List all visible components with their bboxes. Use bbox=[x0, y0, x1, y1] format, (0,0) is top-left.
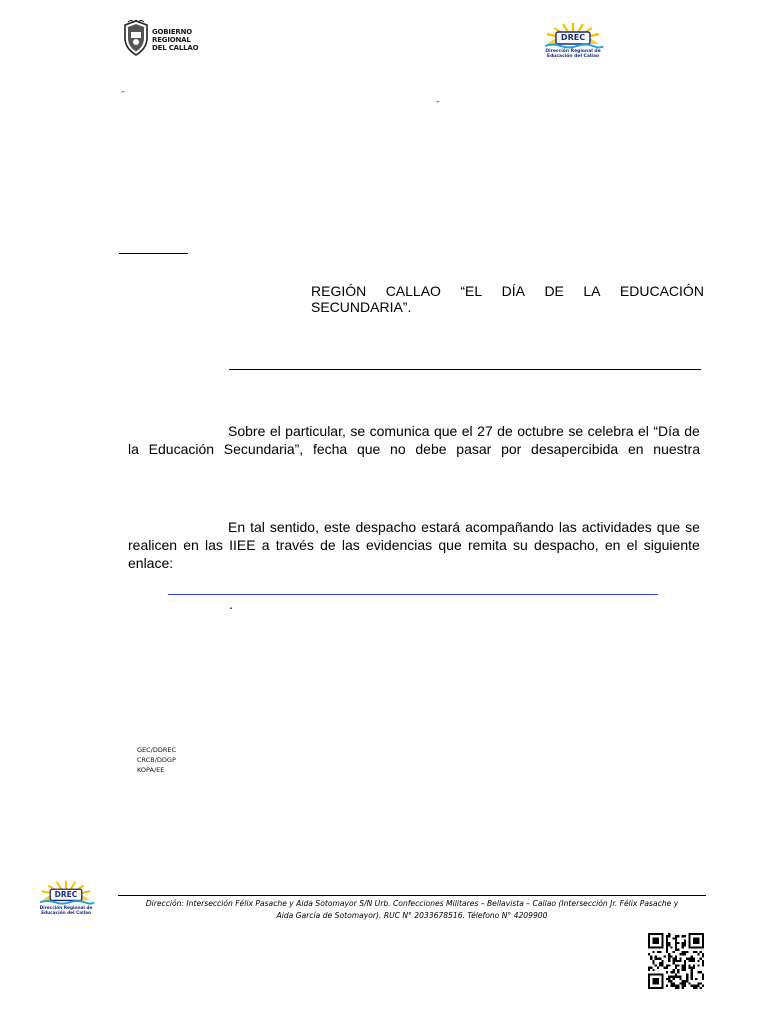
word: el bbox=[269, 423, 281, 439]
gobierno-logo-text: GOBIERNO REGIONAL DEL CALLAO bbox=[152, 28, 199, 52]
word: este bbox=[323, 519, 351, 535]
word: DÍA bbox=[501, 283, 525, 299]
word: sentido, bbox=[269, 519, 319, 535]
footer-rule bbox=[118, 895, 706, 896]
word: debe bbox=[415, 441, 447, 457]
word: de bbox=[684, 423, 700, 439]
word: de bbox=[497, 423, 513, 439]
word: en bbox=[627, 441, 644, 457]
word: través bbox=[275, 537, 314, 553]
word: su bbox=[513, 537, 528, 553]
word: se bbox=[350, 423, 366, 439]
word: la bbox=[128, 441, 139, 457]
word: despacho bbox=[355, 519, 417, 535]
word: el bbox=[626, 537, 638, 553]
word: en bbox=[183, 537, 199, 553]
paragraph-2-line-3: enlace: bbox=[128, 555, 174, 571]
subject-line-1 bbox=[311, 283, 704, 299]
footer-address: Dirección: Intersección Félix Pasache y Aida Sotomayor S/N Urb. Confecciones Militares – Bellavista – Callao (Intersección Jr. Félix Pasache y Aida García de Sotomayor). RUC N° 2033678516. Télefono N° 4209900 bbox=[145, 899, 679, 920]
word: por bbox=[501, 441, 522, 457]
short-underline bbox=[119, 253, 188, 254]
word: desapercibida bbox=[531, 441, 619, 457]
word: DE bbox=[544, 283, 564, 299]
word: pasar bbox=[456, 441, 492, 457]
word: el bbox=[461, 423, 473, 439]
word: realicen bbox=[128, 537, 178, 553]
word: “Día bbox=[653, 423, 680, 439]
footer-drec-caption: Dirección Regional de Educación del Callao bbox=[39, 906, 93, 916]
paragraph-2-line-2 bbox=[128, 536, 700, 554]
word: remita bbox=[467, 537, 507, 553]
word: las bbox=[558, 519, 577, 535]
word: octubre bbox=[517, 423, 564, 439]
subject-text bbox=[311, 283, 704, 315]
link-underline[interactable] bbox=[168, 594, 658, 595]
word: LA bbox=[583, 283, 601, 299]
word: REGIÓN bbox=[311, 283, 367, 299]
word: celebra bbox=[587, 423, 634, 439]
word: las bbox=[341, 537, 360, 553]
callao-shield-icon bbox=[122, 20, 150, 56]
word: nuestra bbox=[653, 441, 700, 457]
word: En bbox=[228, 519, 246, 535]
word: a bbox=[261, 537, 270, 553]
word: se bbox=[568, 423, 584, 439]
word: “EL bbox=[460, 283, 483, 299]
word: que bbox=[438, 537, 462, 553]
gobierno-regional-logo bbox=[122, 20, 202, 58]
reference-codes: GEC/DDREC CRCB/DDGP KOPA/EE bbox=[137, 746, 177, 774]
word: Educación bbox=[148, 441, 215, 457]
word: tal bbox=[250, 519, 265, 535]
word: en bbox=[604, 537, 621, 553]
footer-drec-logo bbox=[36, 880, 96, 918]
word: 27 bbox=[477, 423, 493, 439]
paragraph-1-line-1 bbox=[128, 422, 700, 440]
word: actividades bbox=[581, 519, 652, 535]
tick-mark-center: ˝ bbox=[436, 100, 439, 110]
word: evidencias bbox=[366, 537, 433, 553]
drec-caption: Dirección Regional de Educación del Callao bbox=[545, 49, 601, 59]
word: IIEE bbox=[229, 537, 256, 553]
drec-label: DREC bbox=[560, 33, 586, 42]
word: fecha bbox=[312, 441, 348, 457]
word: Secundaria”, bbox=[223, 441, 304, 457]
word: CALLAO bbox=[385, 283, 441, 299]
tick-mark-left: ˝ bbox=[121, 90, 124, 100]
word: de bbox=[320, 537, 336, 553]
separator-line bbox=[229, 369, 701, 370]
word: despacho, bbox=[534, 537, 599, 553]
word: Sobre bbox=[228, 423, 266, 439]
word: acompañando bbox=[465, 519, 554, 535]
word: no bbox=[390, 441, 406, 457]
paragraph-1-line-2 bbox=[128, 440, 700, 458]
paragraph-1 bbox=[128, 422, 700, 458]
word: que bbox=[656, 519, 681, 535]
word: comunica bbox=[369, 423, 430, 439]
word: el bbox=[637, 423, 649, 439]
word: particular, bbox=[285, 423, 346, 439]
qr-code-icon[interactable] bbox=[648, 933, 704, 989]
paragraph-2 bbox=[128, 518, 700, 572]
footer-drec-label: DREC bbox=[54, 890, 78, 899]
word: EDUCACIÓN bbox=[619, 283, 704, 299]
drec-logo bbox=[541, 22, 605, 62]
paragraph-2-line-1 bbox=[128, 518, 700, 536]
word: se bbox=[685, 519, 700, 535]
subject-line-2: SECUNDARIA”. bbox=[311, 299, 412, 315]
link-period: . bbox=[229, 596, 233, 612]
word: que bbox=[356, 441, 381, 457]
word: que bbox=[433, 423, 458, 439]
word: siguiente bbox=[643, 537, 700, 553]
word: las bbox=[205, 537, 223, 553]
word: estará bbox=[421, 519, 461, 535]
